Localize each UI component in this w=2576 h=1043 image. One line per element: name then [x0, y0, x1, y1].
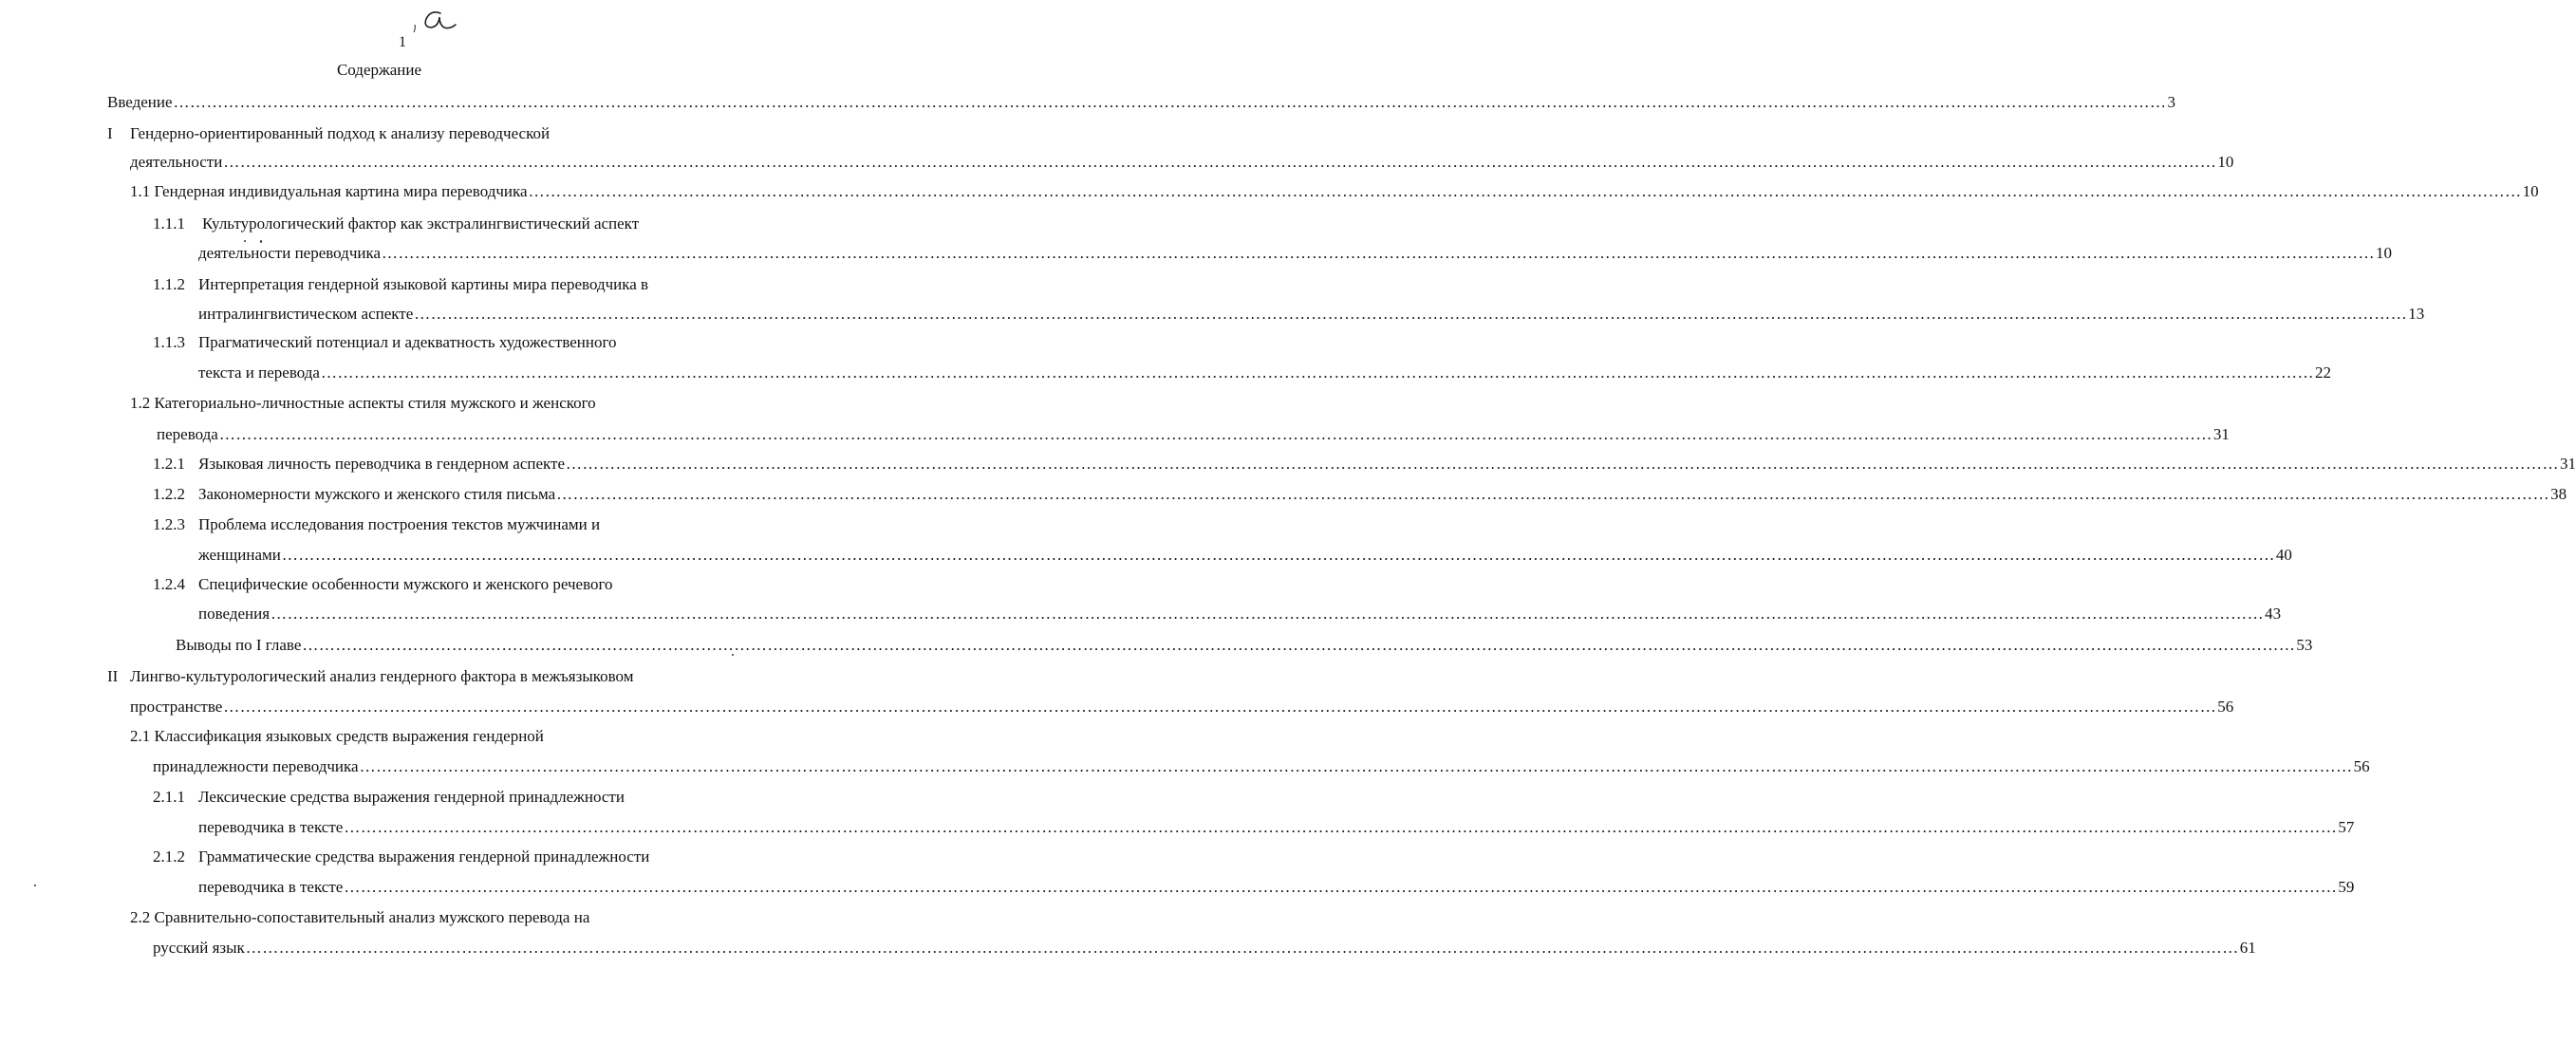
- toc-label: Введение: [107, 93, 173, 111]
- toc-entry-1-1-3: [198, 363, 2331, 383]
- toc-page: 13: [2408, 305, 2425, 323]
- dot-leader: ………………………………………………………………………………………………………………………………………………………………………………………………………………………………………………………………………………………………………………………………: [320, 363, 2314, 382]
- toc-page: 57: [2338, 818, 2355, 836]
- dot-leader: ………………………………………………………………………………………………………………………………………………………………………………………………………………………………………………………………………………………………………………………………: [359, 757, 2353, 775]
- page-title: Содержание: [336, 61, 422, 79]
- toc-label: 2.2 Сравнительно-сопоставительный анализ мужского перевода на: [130, 908, 590, 926]
- toc-entry-1-2-2: [198, 484, 2567, 505]
- toc-entry-chapter-1: [130, 152, 2234, 173]
- toc-section-number: 1.1.3: [153, 333, 185, 351]
- toc-entry-1-2-3: [198, 545, 2292, 566]
- scan-speck: [34, 885, 36, 886]
- toc-label: Гендерно-ориентированный подход к анализу переводческой: [130, 124, 551, 142]
- dot-leader: ………………………………………………………………………………………………………………………………………………………………………………………………………………………………………………………………………………………………………………………………: [382, 244, 2376, 262]
- toc-entry-1-2-1: [198, 454, 2576, 475]
- toc-label: Специфические особенности мужского и женского речевого: [198, 575, 613, 593]
- toc-page: 3: [2167, 93, 2176, 111]
- toc-label-continuation: переводчика в тексте: [198, 878, 344, 896]
- scan-speck: [244, 240, 246, 242]
- toc-label: Культурологический фактор как экстралингвистический аспект: [202, 214, 640, 233]
- toc-chapter-number: II: [107, 667, 119, 685]
- toc-label-continuation: поведения: [198, 605, 271, 623]
- toc-label-continuation: русский язык: [153, 939, 245, 957]
- toc-entry-intro: [107, 92, 2176, 113]
- toc-entry-1-1-1: [198, 243, 2393, 264]
- toc-entry-chapter-2: [130, 697, 2234, 717]
- toc-label: Интерпретация гендерной языковой картины мира переводчика в: [198, 275, 649, 293]
- page-number: 1: [399, 34, 406, 50]
- toc-label-continuation: пространстве: [130, 698, 223, 716]
- toc-label-continuation: женщинами: [198, 546, 281, 564]
- toc-label: Закономерности мужского и женского стиля письма: [198, 485, 556, 503]
- toc-label-continuation: перевода: [157, 425, 218, 443]
- dot-leader: ………………………………………………………………………………………………………………………………………………………………………………………………………………………………………………………………………………………………………………………………: [173, 93, 2167, 111]
- toc-section-number: 1.2.4: [153, 575, 185, 593]
- toc-page: 10: [2376, 244, 2393, 262]
- toc-section-number: 1.2.2: [153, 485, 185, 503]
- toc-label: Выводы по I главе: [176, 636, 302, 654]
- dot-leader: ………………………………………………………………………………………………………………………………………………………………………………………………………………………………………………………………………………………………………………………………: [344, 878, 2338, 896]
- toc-page: 43: [2265, 605, 2282, 623]
- toc-page: 31: [2212, 425, 2230, 443]
- toc-label: Лингво-культурологический анализ гендерного фактора в межъязыковом: [130, 667, 634, 685]
- toc-page: 38: [2550, 485, 2567, 503]
- toc-label: 1.2 Категориально-личностные аспекты стиля мужского и женского: [130, 394, 596, 412]
- toc-entry-conclusions-1: [176, 635, 2313, 656]
- dot-leader: ………………………………………………………………………………………………………………………………………………………………………………………………………………………………………………………………………………………………………………………………: [528, 182, 2522, 200]
- dot-leader: ………………………………………………………………………………………………………………………………………………………………………………………………………………………………………………………………………………………………………………………………: [414, 305, 2408, 323]
- dot-leader: ………………………………………………………………………………………………………………………………………………………………………………………………………………………………………………………………………………………………………………………………: [223, 698, 2217, 716]
- toc-page: 53: [2296, 636, 2313, 654]
- dot-leader: ………………………………………………………………………………………………………………………………………………………………………………………………………………………………………………………………………………………………………………………………: [556, 485, 2550, 503]
- toc-label-continuation: принадлежности переводчика: [153, 757, 359, 775]
- toc-label: Прагматический потенциал и адекватность художественного: [198, 333, 617, 351]
- toc-section-number: 1.1.2: [153, 275, 185, 293]
- toc-label-continuation: интралингвистическом аспекте: [198, 305, 414, 323]
- toc-entry-2-1: [153, 756, 2370, 777]
- toc-label-continuation: деятельности: [130, 153, 223, 171]
- dot-leader: ………………………………………………………………………………………………………………………………………………………………………………………………………………………………………………………………………………………………………………………………: [245, 939, 2239, 957]
- toc-label-continuation: текста и перевода: [198, 363, 320, 382]
- dot-leader: ………………………………………………………………………………………………………………………………………………………………………………………………………………………………………………………………………………………………………………………………: [566, 455, 2560, 473]
- toc-section-number: 2.1.2: [153, 847, 185, 866]
- toc-entry-2-2: [153, 938, 2256, 959]
- toc-page: 10: [2522, 182, 2539, 200]
- dot-leader: ………………………………………………………………………………………………………………………………………………………………………………………………………………………………………………………………………………………………………………………………: [344, 818, 2338, 836]
- toc-page: 10: [2217, 153, 2234, 171]
- toc-entry-2-1-2: [198, 877, 2355, 898]
- toc-page: 22: [2314, 363, 2331, 382]
- toc-page: 31: [2560, 455, 2576, 473]
- toc-section-number: 1.1.1: [153, 214, 185, 233]
- toc-page: 56: [2217, 698, 2234, 716]
- dot-leader: ………………………………………………………………………………………………………………………………………………………………………………………………………………………………………………………………………………………………………………………………: [223, 153, 2217, 171]
- toc-entry-1-2-4: [198, 604, 2282, 624]
- toc-label: Грамматические средства выражения гендерной принадлежности: [198, 847, 650, 866]
- toc-page: 61: [2239, 939, 2256, 957]
- toc-label: 2.1 Классификация языковых средств выражения гендерной: [130, 727, 544, 745]
- toc-label-continuation: деятельности переводчика: [198, 244, 382, 262]
- toc-entry-1-1-2: [198, 304, 2425, 325]
- handwritten-mark: [410, 4, 457, 36]
- toc-entry-2-1-1: [198, 817, 2355, 838]
- dot-leader: ………………………………………………………………………………………………………………………………………………………………………………………………………………………………………………………………………………………………………………………………: [302, 636, 2296, 654]
- dot-leader: ………………………………………………………………………………………………………………………………………………………………………………………………………………………………………………………………………………………………………………………………: [218, 425, 2212, 443]
- toc-section-number: 2.1.1: [153, 788, 185, 806]
- toc-section-number: 1.2.3: [153, 515, 185, 533]
- toc-label: 1.1 Гендерная индивидуальная картина мира переводчика: [130, 182, 528, 200]
- toc-page: 59: [2338, 878, 2355, 896]
- scan-speck: [732, 654, 734, 656]
- toc-entry-1-2: [157, 424, 2230, 445]
- toc-page: 56: [2353, 757, 2370, 775]
- toc-label: Языковая личность переводчика в гендерном аспекте: [198, 455, 566, 473]
- toc-page: 40: [2275, 546, 2292, 564]
- toc-label: Лексические средства выражения гендерной принадлежности: [198, 788, 625, 806]
- scan-speck: [260, 240, 262, 243]
- toc-label: Проблема исследования построения текстов мужчинами и: [198, 515, 601, 533]
- toc-section-number: 1.2.1: [153, 455, 185, 473]
- toc-entry-1-1: [130, 181, 2539, 202]
- toc-chapter-number: I: [107, 124, 113, 142]
- dot-leader: ………………………………………………………………………………………………………………………………………………………………………………………………………………………………………………………………………………………………………………………………: [281, 546, 2275, 564]
- dot-leader: ………………………………………………………………………………………………………………………………………………………………………………………………………………………………………………………………………………………………………………………………: [271, 605, 2265, 623]
- toc-label-continuation: переводчика в тексте: [198, 818, 344, 836]
